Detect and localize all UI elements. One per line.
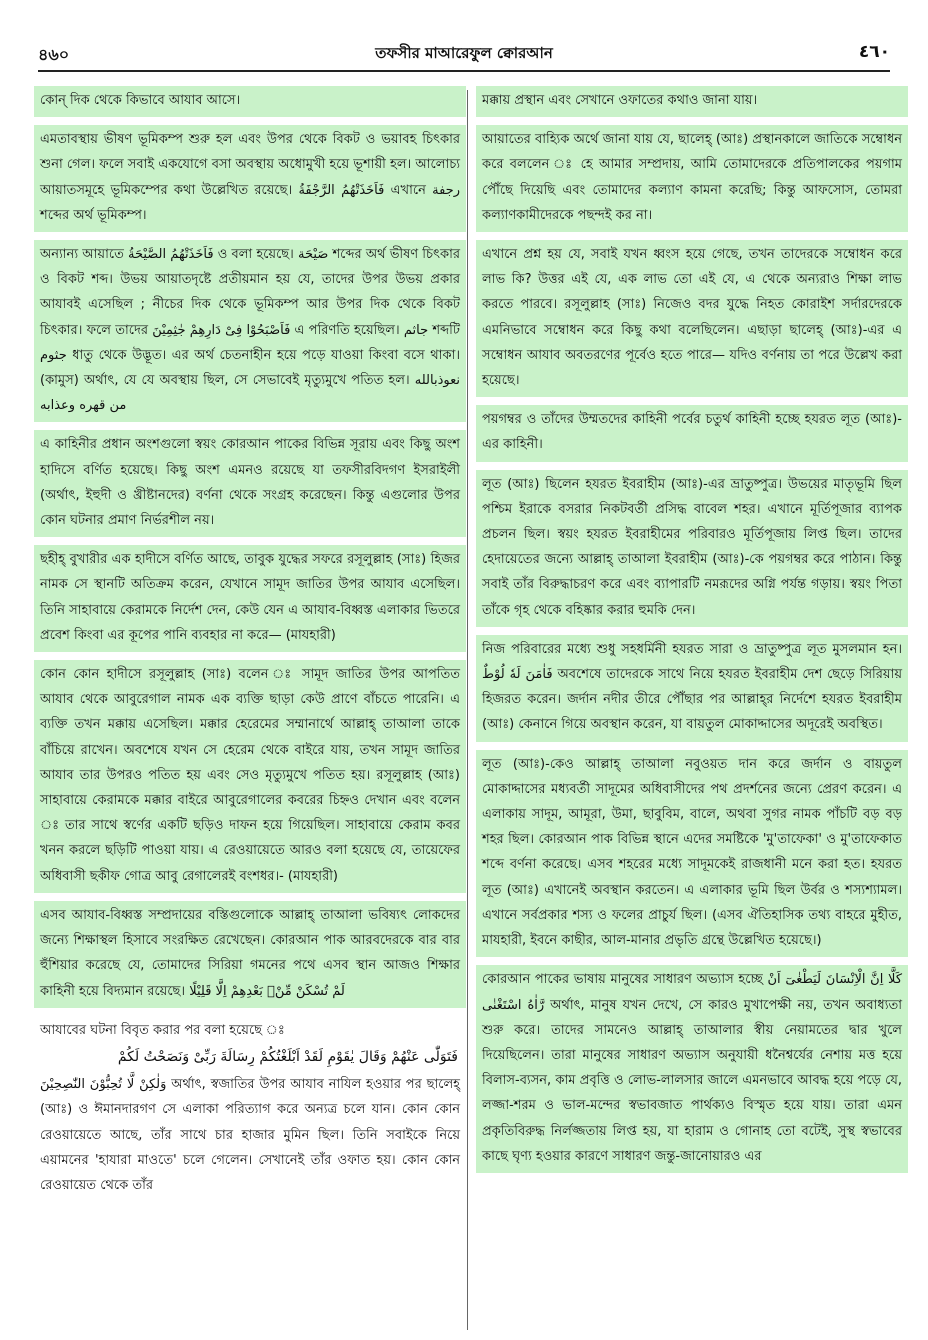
paragraph-text: অন্যান্য আয়াতে	[40, 247, 128, 263]
paragraph-text: এখানে প্রশ্ন হয় যে, সবাই যখন ধ্বংস হয়ে গেছে, তখন তাদেরকে সম্বোধন করে লাভ কি? উত্তর এই যে, এক লাভ তো এই যে, এ থেকে অন্যরাও শিক্ষা লাভ করতে পারবে। রসূলুল্লাহ (সাঃ) নিজেও বদর যুদ্ধে নিহত কোরাইশ সর্দারদেরকে এমনিভাবে সম্বোধন করে কিছু কথা বলেছিলেন। এছাড়া ছালেহ্ (আঃ)-এর এ সম্বোধন আযাব অবতরণের পূর্বেও হতে পারে— যদিও বর্ণনায় তা পরে উল্লেখ করা হয়েছে।	[482, 247, 902, 389]
paragraph-text: কোন কোন হাদীসে রসূলুল্লাহ (সাঃ) বলেন ঃ সামূদ জাতির উপর আপতিত আযাব থেকে আবুরেগাল নামক এক ব্যক্তি ছাড়া কেউ প্রাণে বাঁচতে পারেনি। এ ব্যক্তি তখন মক্কায় এসেছিল। মক্কার হেরেমের সম্মানার্থে আল্লাহ্ তাআলা তাকে বাঁচিয়ে রাখেন। অবশেষে যখন সে হেরেম থেকে বাইরে যায়, তখন সামূদ জাতির আযাব তার উপরও পতিত হয় এবং সেও মৃত্যুমুখে পতিত হয়। রসূলুল্লাহ (আঃ) সাহাবায়ে কেরামকে মক্কার বাইরে আবুরেগালের কবরের চিহ্নও দেখান এবং বলেন ঃ তার সাথে স্বর্ণের একটি ছড়িও দাফন হয়ে গিয়েছিল। সাহাবায়ে কেরাম কবর খনন করলে ছড়িটি পাওয়া যায়। এ রেওয়ায়েতে আরও বলা হয়েছে যে, তায়েফের অধিবাসী ছকীফ গোত্র আবু রেগালেরই বংশধর।- (মাযহারী)	[40, 667, 460, 884]
column-divider	[467, 90, 468, 1330]
paragraph-text-continued: ও বলা হয়েছে। صَيْحَة শব্দের অর্থ ভীষণ চিৎকার ও বিকট শব্দ। উভয় আয়াতদৃষ্টে প্রতীয়মান হয় যে, তাদের উপর উভয় প্রকার আযাবই এসেছিল ; নীচের দিক থেকে ভূমিকম্প আর উপর দিক থেকে বিকট চিৎকার। ফলে তাদের فَاَصْبَحُوْا فِىْ دَارِهِمْ جٰثِمِيْنَ এ পরিণতি হয়েছিল। جاثم শব্দটি جثوم ধাতু থেকে উদ্ভূত। এর অর্থ চেতনাহীন হয়ে পড়ে যাওয়া কিংবা বসে থাকা। (কামুস) অর্থাৎ, যে যে অবস্থায় ছিল, সে সেভাবেই মৃত্যুমুখে পতিত হল। نعوذبالله من قهره وعذابه	[40, 247, 460, 414]
arabic-verse: وَلٰكِنْ لَّا تُحِبُّوْنَ النّٰصِحِيْنَ	[40, 1077, 167, 1093]
arabic-verse: فَاَخَذَتْهُمُ الرَّجْفَةُ	[298, 182, 385, 198]
arabic-verse: فَاٰمَنَ لَهٗ لُوْطٌ	[482, 667, 553, 683]
paragraph	[34, 1016, 466, 1202]
paragraph	[476, 965, 908, 1173]
paragraph-text-continued: অর্থাৎ, স্বজাতির উপর আযাব নাযিল হওয়ার পর ছালেহ্ (আঃ) ও ঈমানদারগণ সে এলাকা পরিত্যাগ করে অন্যত্র চলে যান। কোন কোন রেওয়ায়েতে আছে, তাঁর সাথে চার হাজার মুমিন ছিল। তিনি সবাইকে নিয়ে এয়ামনের 'হাযারা মাওতে' চলে গেলেন। সেখানেই তাঁর ওফাত হয়। কোন কোন রেওয়ায়েত থেকে তাঁর	[40, 1077, 460, 1193]
paragraph-text: লূত (আঃ)-কেও আল্লাহ্ তাআলা নবুওয়ত দান করে জর্দান ও বায়তুল মোকাদ্দাসের মধ্যবর্তী সাদূমের অধিবাসীদের পথ প্রদর্শনের জন্যে প্রেরণ করেন। এ এলাকায় সাদূম, আমূরা, উমা, ছাবুবিম, বালে, অথবা সুগর নামক পাঁচটি বড় বড় শহর ছিল। কোরআন পাক বিভিন্ন স্থানে এদের সমষ্টিকে 'মু'তাফেকা' ও মু'তাফেকাত শব্দে বর্ণনা করেছে। এসব শহরের মধ্যে সাদূমকেই রাজধানী মনে করা হত। হযরত লূত (আঃ) এখানেই অবস্থান করতেন। এ এলাকার ভূমি ছিল উর্বর ও শস্যশ্যামল। এখানে সর্বপ্রকার শস্য ও ফলের প্রাচুর্য ছিল। (এসব ঐতিহাসিক তথ্য বাহরে মুহীত, মাযহারী, ইবনে কাছীর, আল-মানার প্রভৃতি গ্রন্থে উল্লেখিত হয়েছে।)	[482, 756, 902, 949]
paragraph-text: এমতাবস্থায় ভীষণ ভূমিকম্প শুরু হল এবং উপর থেকে বিকট ও ভয়াবহ চিৎকার শুনা গেল। ফলে সবাই একযোগে বসা অবস্থায় অধোমুখী হয়ে ভূশায়ী হল। আলোচ্য আয়াতসমূহে ভূমিকম্পের কথা উল্লেখিত রয়েছে।	[40, 132, 460, 198]
paragraph	[476, 86, 908, 117]
paragraph	[34, 86, 466, 117]
paragraph	[476, 635, 908, 742]
paragraph	[34, 240, 466, 422]
paragraph	[476, 405, 908, 461]
paragraph-text: আযাবের ঘটনা বিবৃত করার পর বলা হয়েছে ঃ	[40, 1022, 285, 1038]
paragraph-text: কোরআন পাকের ভাষায় মানুষের সাধারণ অভ্যাস হচ্ছে	[482, 972, 768, 988]
paragraph	[34, 660, 466, 893]
paragraph	[476, 240, 908, 397]
page-number-bengali: ৪৬০	[38, 45, 70, 64]
page-header	[38, 40, 890, 72]
arabic-verse: فَاَخَذَتْهُمُ الصَّيْحَةُ	[128, 247, 214, 263]
paragraph	[34, 545, 466, 652]
paragraph-text: পয়গম্বর ও তাঁদের উম্মতদের কাহিনী পর্বের চতুর্থ কাহিনী হচ্ছে হযরত লূত (আঃ)-এর কাহিনী।	[482, 412, 902, 453]
right-column	[476, 86, 908, 1326]
paragraph-text: নিজ পরিবারের মধ্যে শুধু সহধর্মিনী হযরত সারা ও ভ্রাতুষ্পুত্র লূত মুসলমান হন।	[482, 641, 902, 657]
running-title: তফসীর মাআরেফুল ক্বোরআন	[375, 44, 553, 62]
paragraph	[476, 125, 908, 232]
paragraph-text: ছহীহ্ বুখারীর এক হাদীসে বর্ণিত আছে, তাবুক যুদ্ধের সফরে রসূলুল্লাহ (সাঃ) হিজর নামক সে স্থানটি অতিক্রম করেন, যেখানে সামূদ জাতির উপর আযাব এসেছিল। তিনি সাহাবায়ে কেরামকে নির্দেশ দেন, কেউ যেন এ আযাব-বিধ্বস্ত এলাকার ভিতরে প্রবেশ কিংবা এর কূপের পানি ব্যবহার না করে— (মাযহারী)	[40, 552, 460, 643]
paragraph-text: কোন্ দিক থেকে কিভাবে আযাব আসে।	[40, 93, 241, 108]
left-column	[34, 86, 466, 1326]
paragraph-text: আয়াতের বাহ্যিক অর্থে জানা যায় যে, ছালেহ্ (আঃ) প্রস্থানকালে জাতিকে সম্বোধন করে বললেন ঃ হে আমার সম্প্রদায়, আমি তোমাদেরকে প্রতিপালকের পয়গাম পৌঁছে দিয়েছি এবং তোমাদের কল্যাণ কামনা করেছি; কিন্তু আফসোস, তোমরা কল্যাণকামীদেরকে পছন্দই কর না।	[482, 132, 902, 223]
paragraph-text: এ কাহিনীর প্রধান অংশগুলো স্বয়ং কোরআন পাকের বিভিন্ন সূরায় এবং কিছু অংশ হাদিসে বর্ণিত হয়েছে। কিছু অংশ এমনও রয়েছে যা তফসীরবিদগণ ইসরাইলী (অর্থাৎ, ইহুদী ও খ্রীষ্টানদের) বর্ণনা থেকে সংগ্রহ করেছেন। কিন্তু এগুলোর উপর কোন ঘটনার প্রমাণ নির্ভরশীল নয়।	[40, 437, 460, 529]
paragraph-text-continued: অর্থাৎ, মানুষ যখন দেখে, সে কারও মুখাপেক্ষী নয়, তখন অবাধ্যতা শুরু করে। তাদের সামনেও আল্লাহ্ তাআলার স্বীয় নেয়ামতের দ্বার খুলে দিয়েছিলেন। তারা মানুষের সাধারণ অভ্যাস অনুযায়ী ধনৈশ্বর্যের নেশায় মত্ত হয়ে বিলাস-ব্যসন, কাম প্রবৃত্তি ও লোভ-লালসার জালে এমনভাবে আবদ্ধ হয়ে পড়ে যে, লজ্জা-শরম ও ভাল-মন্দের স্বভাবজাত পার্থক্যও বিস্মৃত হয়ে যায়। তারা এমন প্রকৃতিবিরুদ্ধ নির্লজ্জতায় লিপ্ত হয়, যা হারাম ও গোনাহ তো বটেই, সুস্থ স্বভাবের কাছে ঘৃণ্য হওয়ার কারণে সাধারণ জন্তু-জানোয়ারও এর	[482, 997, 902, 1164]
paragraph	[34, 901, 466, 1008]
arabic-verse-line: فَتَوَلّٰى عَنْهُمْ وَقَالَ يٰقَوْمِ لَقَدْ اَبْلَغْتُكُمْ رِسَالَةَ رَبِّىْ وَنَصَحْتُ لَكُمْ	[117, 1048, 458, 1065]
arabic-verse: لَمْ تُسْكَنْ مِّنْۢ بَعْدِهِمْ اِلَّا قَلِيْلًا	[189, 983, 345, 999]
paragraph-text: মক্কায় প্রস্থান এবং সেখানে ওফাতের কথাও জানা যায়।	[482, 93, 758, 108]
paragraph-text: এসব আযাব-বিধ্বস্ত সম্প্রদায়ের বস্তিগুলোকে আল্লাহ্ তাআলা ভবিষ্যৎ লোকদের জন্যে শিক্ষাস্থল হিসাবে সংরক্ষিত রেখেছেন। কোরআন পাক আরবদেরকে বার বার হুঁশিয়ার করেছে যে, তোমাদের সিরিয়া গমনের পথে এসব স্থান আজও শিক্ষার কাহিনী হয়ে বিদ্যমান রয়েছে।	[40, 907, 460, 999]
paragraph-text-continued: অবশেষে তাদেরকে সাথে নিয়ে হযরত ইবরাহীম দেশ ছেড়ে সিরিয়ায় হিজরত করেন। জর্দান নদীর তীরে পৌঁছার পর আল্লাহ্‌র নির্দেশে হযরত ইবরাহীম (আঃ) কেনানে গিয়ে অবস্থান করেন, যা বায়তুল মোকাদ্দাসের অদূরেই অবস্থিত।	[482, 667, 902, 733]
paragraph	[476, 750, 908, 958]
paragraph	[34, 125, 466, 232]
paragraph-text: লূত (আঃ) ছিলেন হযরত ইবরাহীম (আঃ)-এর ভ্রাতুষ্পুত্র। উভয়ের মাতৃভূমি ছিল পশ্চিম ইরাকে বসরার নিকটবর্তী প্রসিদ্ধ বাবেল শহর। এখানে মূর্তিপূজার ব্যাপক প্রচলন ছিল। স্বয়ং হযরত ইবরাহীমের পরিবারও মূর্তিপূজায় লিপ্ত ছিল। তাদের হেদায়েতের জন্যে আল্লাহ্ তাআলা ইবরাহীম (আঃ)-কে পয়গম্বর করে পাঠান। কিন্তু সবাই তাঁর বিরুদ্ধাচরণ করে এবং ব্যাপারটি নমরূদের অগ্নি পর্যন্ত গড়ায়। স্বয়ং পিতা তাঁকে গৃহ থেকে বহিষ্কার করার হুমকি দেন।	[482, 476, 902, 618]
page-number-arabic: ٤٦٠	[858, 42, 890, 62]
paragraph	[476, 470, 908, 627]
paragraph	[34, 430, 466, 537]
arabic-verse: كَلَّا اِنَّ الْاِنْسَانَ لَيَطْغٰىٓ اَنْ رَّاٰهُ اسْتَغْنٰى	[482, 972, 903, 1013]
paragraph-text-continued: এখানে رجفة শব্দের অর্থ ভূমিকম্প।	[40, 182, 460, 223]
